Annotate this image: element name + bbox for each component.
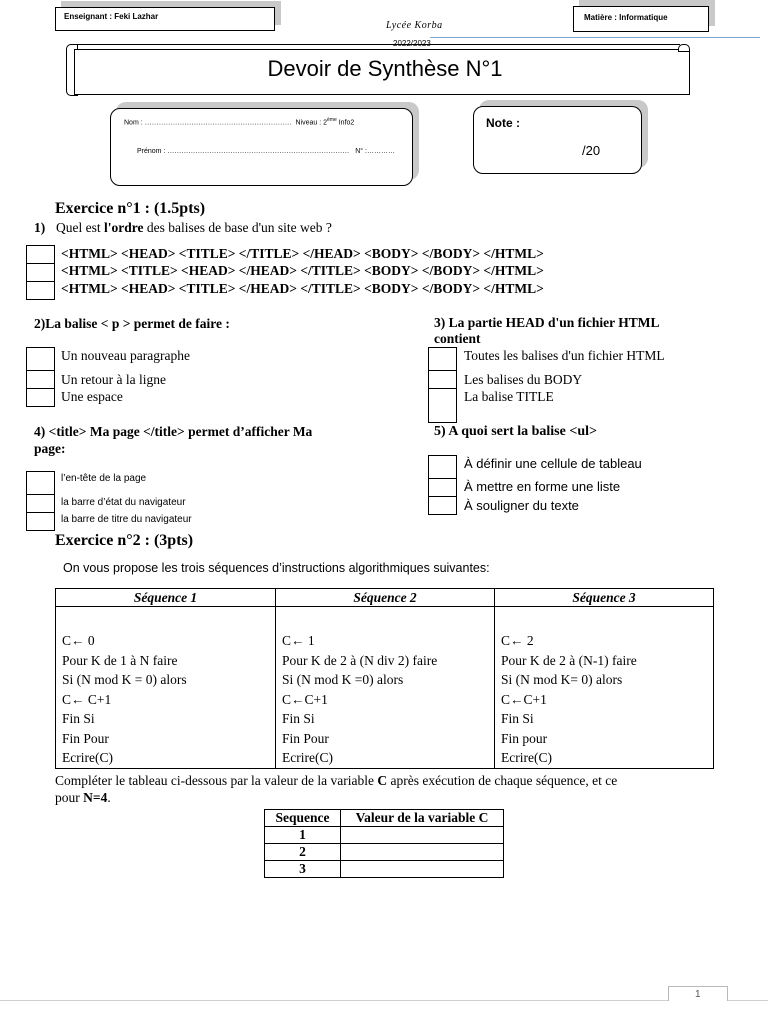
seq3-line: Pour K de 2 à (N-1) faire	[501, 652, 637, 668]
q5-option-2: À mettre en forme une liste	[464, 479, 621, 494]
results-row-label: 3	[265, 861, 341, 878]
complete-line2-pre: pour	[55, 790, 84, 805]
table-row	[265, 861, 504, 878]
teacher-box	[55, 7, 275, 31]
seq3-line: C←C+1	[501, 691, 547, 707]
complete-mid: après exécution de chaque séquence, et ce	[387, 773, 618, 788]
sequences-table	[55, 588, 714, 769]
q3-title-line1: 3) La partie HEAD d'un fichier HTML	[434, 315, 660, 330]
q4-checkbox-1[interactable]	[26, 471, 55, 495]
q1-checkbox-3[interactable]	[26, 281, 55, 300]
seq2-line: Ecrire(C)	[282, 750, 333, 765]
niveau-value: Info2	[338, 119, 355, 127]
prenom-field	[137, 148, 395, 155]
q5-checkbox-2[interactable]	[428, 478, 457, 497]
seq3-line: C← 2	[501, 633, 534, 648]
complete-line2-post: .	[107, 790, 111, 805]
q1-text-bold: l'ordre	[104, 220, 144, 235]
seq1-line: Pour K de 1 à N faire	[62, 652, 178, 668]
q3-checkbox-3[interactable]	[428, 388, 457, 423]
q1-question	[56, 220, 332, 236]
ex1-heading: Exercice n°1 : (1.5pts)	[55, 200, 206, 217]
q3-option-3: La balise TITLE	[464, 389, 554, 404]
seq2-line: Pour K de 2 à (N div 2) faire	[282, 652, 438, 668]
subject-box	[573, 6, 709, 32]
results-table	[264, 809, 504, 878]
seq3-line: Fin Si	[501, 711, 534, 726]
q1-checkbox-2[interactable]	[26, 263, 55, 282]
q4-checkbox-3[interactable]	[26, 512, 55, 531]
complete-pre: Compléter le tableau ci-dessous par la valeur de la variable	[55, 773, 378, 788]
seq1-title: Séquence 1	[56, 589, 276, 607]
seq3-line: Fin pour	[501, 730, 548, 746]
note-total: /20	[582, 143, 601, 158]
title-banner	[66, 44, 689, 95]
q1-option-1: <HTML> <HEAD> <TITLE> </TITLE> </HEAD> <BODY> </BODY> </HTML>	[61, 246, 544, 261]
footer-rule	[0, 1000, 768, 1001]
q4-option-3: la barre de titre du navigateur	[61, 514, 192, 525]
q5-checkbox-3[interactable]	[428, 496, 457, 515]
page-number: 1	[695, 989, 701, 1000]
q5-title: 5) A quoi sert la balise <ul>	[434, 424, 597, 439]
q5-checkbox-1[interactable]	[428, 455, 457, 479]
complete-instruction-line1	[55, 773, 617, 789]
q1-option-2: <HTML> <TITLE> <HEAD> </HEAD> </TITLE> <BODY> </BODY> </HTML>	[61, 263, 544, 278]
school-year: 2022/2023	[393, 39, 431, 48]
seq2-line: Si (N mod K =0) alors	[282, 672, 404, 687]
seq2-body	[276, 607, 495, 769]
seq1-line: C← 0	[62, 633, 95, 648]
results-value-cell-1[interactable]	[341, 827, 504, 844]
q3-checkbox-1[interactable]	[428, 347, 457, 371]
seq3-body	[495, 607, 714, 769]
q2-option-3: Une espace	[61, 389, 123, 404]
page-title: Devoir de Synthèse N°1	[267, 56, 503, 81]
q4-option-1: l’en-tête de la page	[61, 473, 147, 484]
nom-field	[124, 117, 354, 126]
table-row	[265, 827, 504, 844]
seq1-line: Ecrire(C)	[62, 750, 113, 765]
q3-option-1: Toutes les balises d'un fichier HTML	[464, 348, 665, 363]
q2-title: 2)La balise < p > permet de faire :	[34, 316, 230, 331]
nom-label: Nom : ………………………………………………………	[124, 119, 292, 127]
seq2-line: C← 1	[282, 633, 315, 648]
prenom-label: Prénom : ……………………………………………………………………	[137, 148, 350, 155]
ex2-intro: On vous propose les trois séquences d’instructions algorithmiques suivantes:	[63, 561, 490, 575]
teacher-label: Enseignant : Feki Lazhar	[64, 12, 159, 21]
q3-checkbox-2[interactable]	[428, 370, 457, 389]
num-label: N° :…………	[355, 148, 395, 155]
results-value-cell-2[interactable]	[341, 844, 504, 861]
seq2-title: Séquence 2	[276, 589, 495, 607]
q1-number: 1)	[34, 220, 46, 235]
table-row	[265, 844, 504, 861]
school-name: Lycée Korba	[386, 20, 443, 31]
student-info-box	[110, 108, 413, 186]
complete-instruction-line2	[55, 790, 111, 806]
q2-checkbox-3[interactable]	[26, 388, 55, 407]
seq2-line: Fin Pour	[282, 730, 329, 746]
niveau-label: Niveau : 2	[295, 119, 328, 127]
q3-title-line2: contient	[434, 331, 481, 346]
q1-text-pre: Quel est	[56, 220, 104, 235]
seq1-body	[56, 607, 276, 769]
seq1-line: Si (N mod K = 0) alors	[62, 672, 187, 687]
note-label: Note :	[486, 116, 520, 130]
seq3-title: Séquence 3	[495, 589, 714, 607]
seq3-line: Ecrire(C)	[501, 750, 552, 765]
q1-option-3: <HTML> <HEAD> <TITLE> </HEAD> </TITLE> <BODY> </BODY> </HTML>	[61, 281, 544, 296]
ex2-heading: Exercice n°2 : (3pts)	[55, 532, 194, 549]
q2-checkbox-2[interactable]	[26, 370, 55, 389]
q2-checkbox-1[interactable]	[26, 347, 55, 371]
results-col-value: Valeur de la variable C	[341, 810, 504, 827]
subject-label: Matière : Informatique	[584, 13, 668, 22]
complete-line2-bold: N=4	[83, 790, 108, 805]
q3-option-2: Les balises du BODY	[464, 372, 583, 387]
q4-checkbox-2[interactable]	[26, 494, 55, 513]
seq2-line: C←C+1	[282, 691, 328, 707]
q2-option-2: Un retour à la ligne	[61, 372, 166, 387]
seq1-line: C← C+1	[62, 691, 112, 707]
q4-title-line1: 4) <title> Ma page </title> permet d’afficher Ma	[34, 424, 313, 439]
results-row-label: 1	[265, 827, 341, 844]
results-value-cell-3[interactable]	[341, 861, 504, 878]
page-number-box	[668, 986, 728, 1001]
q1-checkbox-1[interactable]	[26, 245, 55, 264]
seq1-line: Fin Si	[62, 711, 95, 726]
q1-text-post: des balises de base d'un site web ?	[143, 220, 332, 235]
q4-title-line2: page:	[34, 441, 66, 456]
q4-option-2: la barre d’état du navigateur	[61, 497, 186, 508]
header-rule	[430, 37, 760, 38]
results-row-label: 2	[265, 844, 341, 861]
seq3-line: Si (N mod K= 0) alors	[501, 672, 623, 687]
seq2-line: Fin Si	[282, 711, 315, 726]
seq1-line: Fin Pour	[62, 730, 109, 746]
q5-option-3: À souligner du texte	[464, 498, 579, 513]
q5-option-1: À définir une cellule de tableau	[464, 456, 642, 471]
q2-option-1: Un nouveau paragraphe	[61, 348, 190, 363]
note-box	[473, 106, 642, 174]
niveau-sup: ème	[327, 117, 337, 123]
complete-bold: C	[377, 773, 388, 788]
results-col-sequence: Sequence	[265, 810, 341, 827]
